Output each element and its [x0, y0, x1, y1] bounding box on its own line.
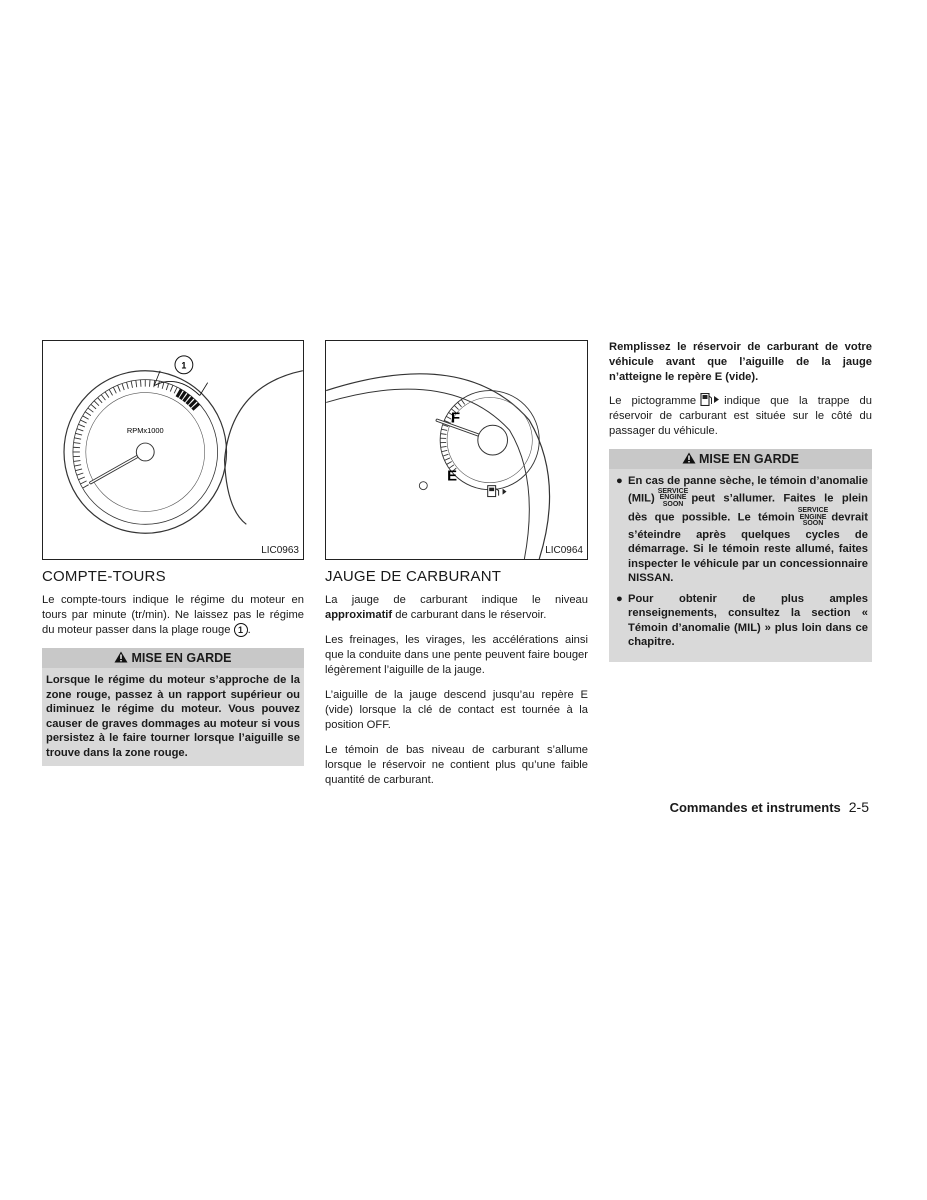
tachometer-illustration	[43, 341, 303, 559]
service-engine-soon-icon: SERVICE ENGINE SOON	[797, 507, 829, 527]
paragraph: Le compte-tours indique le régime du moteur en tours par minute (tr/min). Ne laissez pas le régime du moteur passer dans la plage rouge 1 .	[42, 594, 304, 636]
caution-text: Lorsque le régime du moteur s’approche de la zone rouge, passez à un rapport supérieur ou diminuez le régime du moteur. Vous pouvez causer de graves dommages au moteur si vous persistez à le faire tourner lorsque l’aiguille se trouve dans la zone rouge.	[46, 674, 300, 759]
fuel-gauge-illustration	[326, 341, 587, 559]
paragraph: Le témoin de bas niveau de carburant s’allume lorsque le réservoir ne contient plus qu’une faible quantité de carburant.	[325, 744, 588, 786]
circled-number: 1	[234, 623, 248, 637]
figure-code: LIC0964	[545, 545, 583, 556]
service-engine-soon-icon: SERVICE ENGINE SOON	[657, 487, 689, 508]
page-footer	[670, 799, 869, 815]
footer-section: Commandes et instruments	[669, 800, 841, 815]
list-item: ● Pour obtenir de plus amples renseignements, consultez la section « Témoin d’anomalie (MIL) » plus loin dans ce chapitre.	[616, 592, 868, 648]
caution-title: MISE EN GARDE	[42, 648, 304, 668]
empty-marker: E	[447, 468, 458, 485]
paragraph: La jauge de carburant indique le niveau approximatif de carburant dans le réservoir.	[325, 594, 588, 621]
section-heading: JAUGE DE CARBURANT	[325, 568, 502, 585]
callout-number: 1	[181, 360, 187, 371]
fuel-gauge-figure	[325, 340, 588, 560]
paragraph: Le pictogramme indique que la trappe du réservoir de carburant est située sur le côté du passager du véhicule.	[609, 395, 872, 437]
figure-code: LIC0963	[261, 545, 299, 556]
caution-text	[609, 469, 872, 662]
bold-paragraph: Remplissez le réservoir de carburant de votre véhicule avant que l’aiguille de la jauge n’atteigne le repère E (vide).	[609, 341, 872, 383]
caution-box	[609, 449, 872, 662]
paragraph: L’aiguille de la jauge descend jusqu’au repère E (vide) lorsque la clé de contact est tournée à la position OFF.	[325, 689, 588, 731]
warning-triangle-icon	[682, 452, 696, 464]
section-heading: COMPTE-TOURS	[42, 568, 166, 585]
full-marker: F	[451, 410, 461, 427]
column-tachometer	[42, 340, 304, 766]
caution-title: MISE EN GARDE	[609, 449, 872, 469]
list-item: ● En cas de panne sèche, le témoin d’anomalie (MIL) SERVICE ENGINE SOON peut s’allumer. Faites le plein dès que possible. Le témoin SERVICE ENGINE SOON devrait s’éteindre après quelques cycles de démarrage. Si le témoin reste allumé, faites inspecter le véhicule par un concessionnaire NISSAN.	[616, 475, 868, 584]
tachometer-figure	[42, 340, 304, 560]
column-fuel-gauge	[325, 340, 588, 798]
column-refuel	[609, 340, 872, 662]
warning-triangle-icon	[114, 651, 128, 663]
gauge-unit-label: RPMx1000	[126, 426, 164, 436]
paragraph: Les freinages, les virages, les accélérations ainsi que la conduite dans une pente peuvent faire bouger légèrement l’aiguille de la jauge.	[325, 634, 588, 676]
fuel-door-icon	[698, 393, 722, 406]
page-number: 2-5	[848, 799, 869, 815]
caution-box	[42, 648, 304, 766]
